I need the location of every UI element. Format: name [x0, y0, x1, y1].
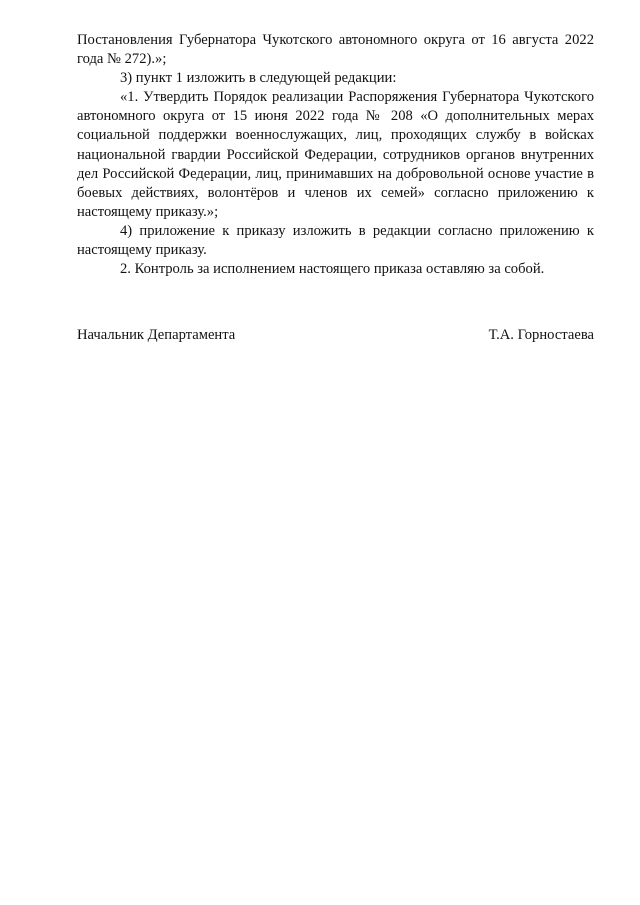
signatory-name: Т.А. Горностаева [488, 327, 594, 343]
signature-block [77, 326, 594, 345]
paragraph-point-2: 2. Контроль за исполнением настоящего приказа оставляю за собой. [120, 261, 545, 278]
signatory-position: Начальник Департамента [77, 327, 236, 343]
paragraph-item-3: 3) пункт 1 изложить в следующей редакции: [120, 70, 397, 87]
document-body [77, 31, 594, 279]
paragraph-continuation: Постановления Губернатора Чукотского автономного округа от 16 августа 2022 года № 272).»; [77, 32, 594, 68]
paragraph-quoted-point-1: «1. Утвердить Порядок реализации Распоряжения Губернатора Чукотского автономного округа от 15 июня 2022 года № 208 «О дополнительных мерах социальной поддержки военнослужащих, лиц, проходящих службу в войсках национальной гвардии Российской Федерации, сотрудников органов внутренних дел Российской Федерации, лиц, принимавших на добровольной основе участие в боевых действиях, волонтёров и членов их семей» согласно приложению к настоящему приказу.»; [77, 89, 594, 220]
paragraph-item-4: 4) приложение к приказу изложить в редакции согласно приложению к настоящему приказу. [77, 222, 594, 259]
